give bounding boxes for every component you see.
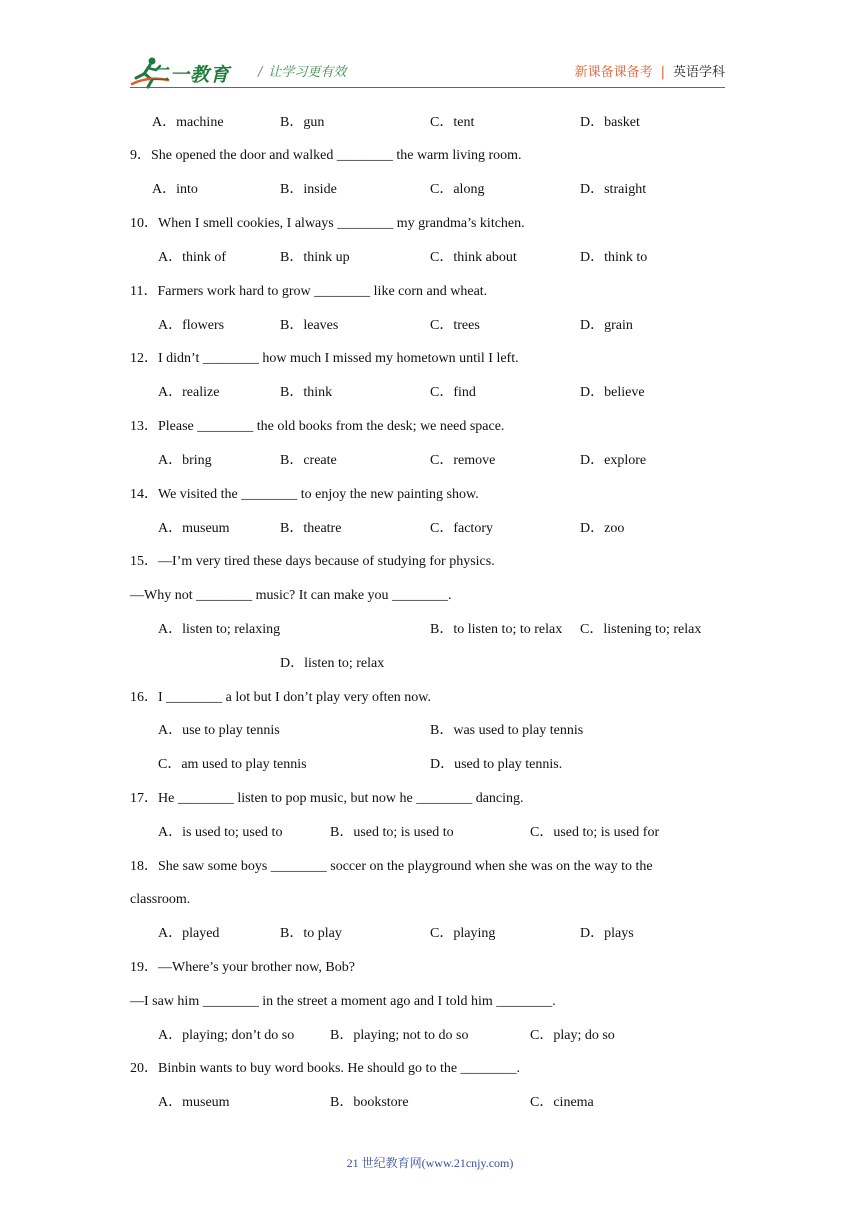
q16-option-d: D．used to play tennis.: [430, 757, 563, 772]
q13-stem: 13．Please ________ the old books from the desk; we need space.: [130, 419, 505, 434]
slogan-slash: /: [258, 65, 263, 80]
q12-option-b: B．think: [280, 385, 333, 400]
q16-option-b: B．was used to play tennis: [430, 723, 584, 738]
q18-option-a: A．played: [158, 926, 220, 941]
q9-stem: 9．She opened the door and walked ________ the warm living room.: [130, 148, 522, 163]
q20-option-a: A．museum: [158, 1095, 230, 1110]
header-course-label: 新课备课备考: [574, 65, 653, 80]
q18-option-d: D．plays: [580, 926, 634, 941]
q8-option-a: A．machine: [152, 115, 224, 130]
header-subject: [575, 61, 725, 80]
q19-option-b: B．playing; not to do so: [330, 1028, 469, 1043]
q10-option-c: C．think about: [430, 250, 517, 265]
q17-option-c: C．used to; is used for: [530, 825, 660, 840]
q10-stem: 10．When I smell cookies, I always ________ my grandma’s kitchen.: [130, 216, 525, 231]
q11-option-c: C．trees: [430, 318, 480, 333]
page-footer: 21 世纪教育网(www.21cnjy.com): [346, 1156, 514, 1170]
q13-option-b: B．create: [280, 453, 337, 468]
q20-option-b: B．bookstore: [330, 1095, 409, 1110]
q14-option-b: B．theatre: [280, 521, 342, 536]
q10-option-a: A．think of: [158, 250, 227, 265]
q15-stem-reply: —Why not ________ music? It can make you ________.: [130, 588, 452, 603]
q13-option-d: D．explore: [580, 453, 647, 468]
q8-option-b: B．gun: [280, 115, 325, 130]
q17-option-b: B．used to; is used to: [330, 825, 454, 840]
q15-stem: 15．—I’m very tired these days because of studying for physics.: [130, 554, 495, 569]
q11-stem: 11．Farmers work hard to grow ________ like corn and wheat.: [130, 284, 488, 299]
q18-stem-continued: classroom.: [130, 892, 191, 907]
q9-option-c: C．along: [430, 182, 485, 197]
q19-stem: 19．—Where’s your brother now, Bob?: [130, 960, 355, 975]
logo: [130, 56, 240, 90]
q20-option-c: C．cinema: [530, 1095, 594, 1110]
q8-option-c: C．tent: [430, 115, 475, 130]
q19-option-a: A．playing; don’t do so: [158, 1028, 295, 1043]
q8-option-d: D．basket: [580, 115, 640, 130]
q10-option-b: B．think up: [280, 250, 350, 265]
slogan: [258, 61, 346, 80]
q13-option-c: C．remove: [430, 453, 496, 468]
q11-option-a: A．flowers: [158, 318, 225, 333]
q9-option-d: D．straight: [580, 182, 647, 197]
q13-option-a: A．bring: [158, 453, 212, 468]
q15-option-b: B．to listen to; to relax: [430, 622, 563, 637]
q17-stem: 17．He ________ listen to pop music, but now he ________ dancing.: [130, 791, 524, 806]
header-separator: |: [660, 65, 665, 80]
q9-option-b: B．inside: [280, 182, 337, 197]
slogan-text: 让学习更有效: [268, 65, 347, 80]
q19-stem-reply: —I saw him ________ in the street a moment ago and I told him ________.: [130, 994, 556, 1009]
q12-option-c: C．find: [430, 385, 476, 400]
q16-option-a: A．use to play tennis: [158, 723, 280, 738]
q18-stem: 18．She saw some boys ________ soccer on the playground when she was on the way to the: [130, 859, 653, 874]
q15-option-d: D．listen to; relax: [280, 656, 385, 671]
q11-option-b: B．leaves: [280, 318, 339, 333]
q20-stem: 20．Binbin wants to buy word books. He should go to the ________.: [130, 1061, 521, 1076]
q14-option-a: A．museum: [158, 521, 230, 536]
q16-stem: 16．I ________ a lot but I don’t play very often now.: [130, 690, 431, 705]
logo-text: 二一教育: [150, 64, 231, 86]
q12-option-a: A．realize: [158, 385, 220, 400]
q18-option-b: B．to play: [280, 926, 342, 941]
header-subject-label: 英语学科: [672, 65, 725, 80]
q10-option-d: D．think to: [580, 250, 648, 265]
q14-option-d: D．zoo: [580, 521, 625, 536]
q14-option-c: C．factory: [430, 521, 493, 536]
q12-stem: 12．I didn’t ________ how much I missed my hometown until I left.: [130, 351, 519, 366]
q15-option-a: A．listen to; relaxing: [158, 622, 281, 637]
q19-option-c: C．play; do so: [530, 1028, 615, 1043]
q11-option-d: D．grain: [580, 318, 633, 333]
q17-option-a: A．is used to; used to: [158, 825, 283, 840]
q18-option-c: C．playing: [430, 926, 496, 941]
q12-option-d: D．believe: [580, 385, 645, 400]
q14-stem: 14．We visited the ________ to enjoy the new painting show.: [130, 487, 479, 502]
header-divider: [130, 87, 725, 88]
q9-option-a: A．into: [152, 182, 198, 197]
q16-option-c: C．am used to play tennis: [158, 757, 307, 772]
q15-option-c: C．listening to; relax: [580, 622, 702, 637]
